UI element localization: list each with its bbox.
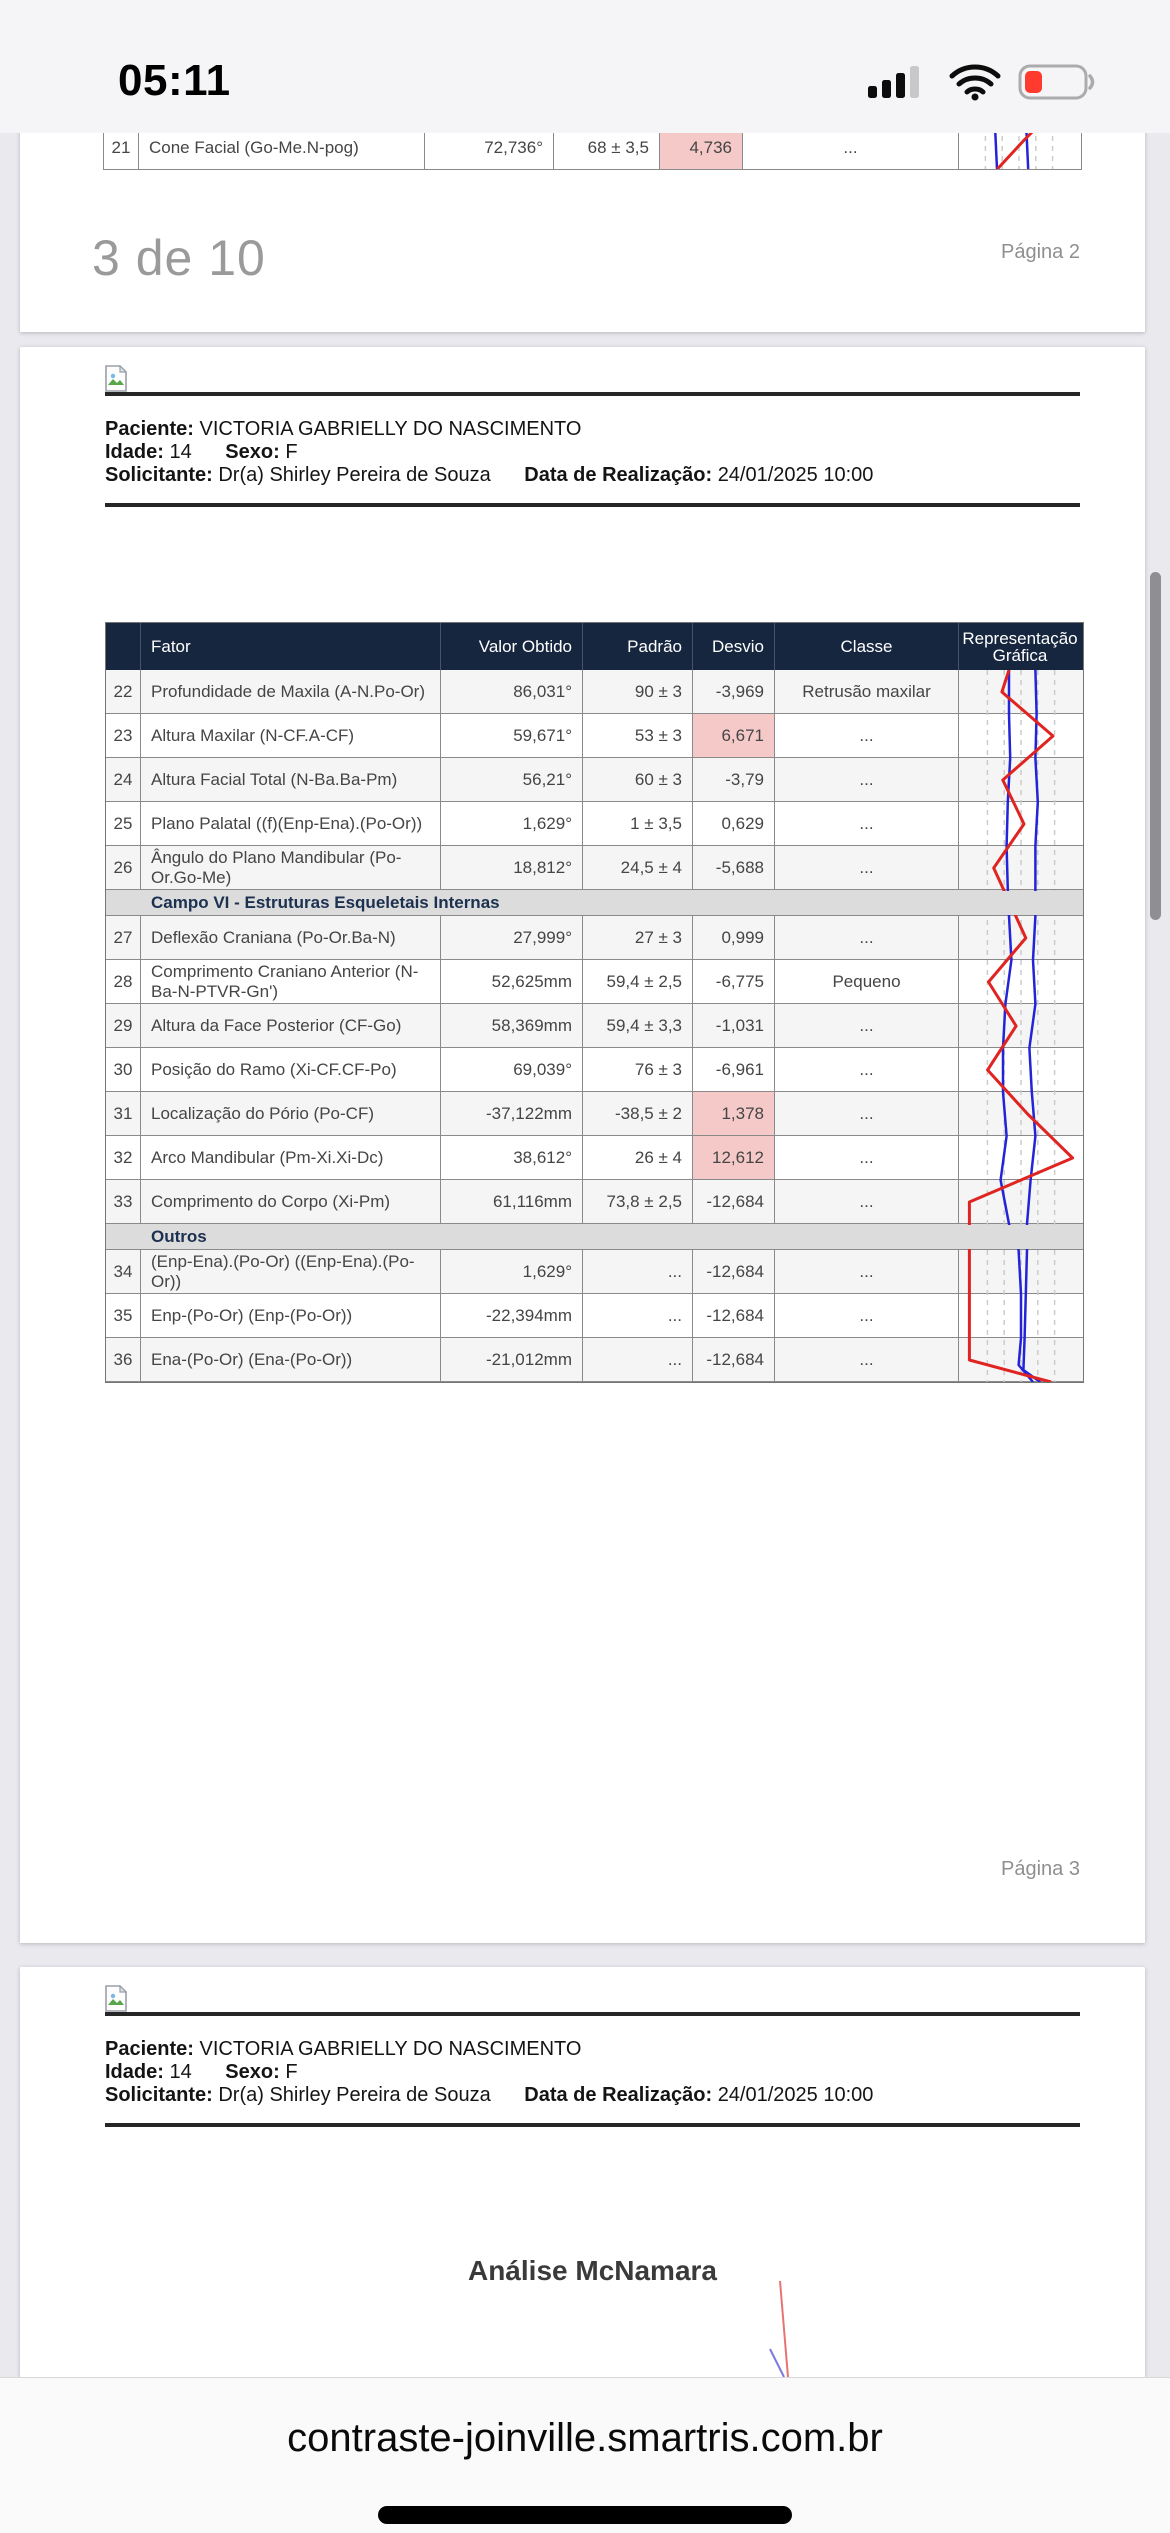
cell-desvio: -12,684 bbox=[693, 1250, 775, 1293]
cell-row-number: 35 bbox=[106, 1294, 141, 1337]
data-realizacao-value: 24/01/2025 10:00 bbox=[717, 2084, 874, 2106]
home-indicator[interactable] bbox=[378, 2506, 792, 2524]
address-bar[interactable]: contraste-joinville.smartris.com.br bbox=[287, 2416, 883, 2460]
cell-desvio: 0,629 bbox=[693, 802, 775, 845]
cell-padrao: 53 ± 3 bbox=[583, 714, 693, 757]
solicitante-label: Solicitante: bbox=[105, 2084, 213, 2106]
solicitante-label: Solicitante: bbox=[105, 464, 213, 486]
pagination-indicator: 3 de 10 bbox=[92, 230, 266, 286]
cell-grafica bbox=[959, 1294, 1081, 1337]
cell-fator: Ena-(Po-Or) (Ena-(Po-Or)) bbox=[141, 1338, 441, 1381]
cell-row-number: 26 bbox=[106, 846, 141, 889]
cell-row-number: 24 bbox=[106, 758, 141, 801]
cell-valor-obtido: 69,039° bbox=[441, 1048, 583, 1091]
patient-age-line bbox=[105, 2061, 298, 2084]
table-row bbox=[106, 1250, 1083, 1294]
idade-label: Idade: bbox=[105, 2061, 164, 2083]
cell-padrao: ... bbox=[583, 1338, 693, 1381]
cell-desvio: -6,775 bbox=[693, 960, 775, 1003]
cell-fator: Profundidade de Maxila (A-N.Po-Or) bbox=[141, 670, 441, 713]
cell-valor-obtido: 61,116mm bbox=[441, 1180, 583, 1223]
cell-row-number: 33 bbox=[106, 1180, 141, 1223]
header-rule-top bbox=[105, 2012, 1080, 2016]
cell-fator: Altura da Face Posterior (CF-Go) bbox=[141, 1004, 441, 1047]
cell-grafica bbox=[959, 846, 1081, 889]
page-3-label: Página 3 bbox=[1001, 1858, 1080, 1880]
patient-age-line bbox=[105, 441, 298, 464]
cell-classe: ... bbox=[775, 1294, 959, 1337]
cell-valor-obtido: 86,031° bbox=[441, 670, 583, 713]
section-label: Campo VI - Estruturas Esqueletais Internas bbox=[151, 892, 500, 912]
ios-status-bar bbox=[0, 0, 1170, 133]
cell-fator: Comprimento do Corpo (Xi-Pm) bbox=[141, 1180, 441, 1223]
cell-grafica bbox=[959, 714, 1081, 757]
idade-value: 14 bbox=[169, 2061, 192, 2083]
cell-valor-obtido: -21,012mm bbox=[441, 1338, 583, 1381]
cell-fator: Arco Mandibular (Pm-Xi.Xi-Dc) bbox=[141, 1136, 441, 1179]
cell-valor-obtido: 52,625mm bbox=[441, 960, 583, 1003]
cell-classe: Retrusão maxilar bbox=[775, 670, 959, 713]
section-label: Outros bbox=[151, 1226, 207, 1246]
page-scrollbar[interactable] bbox=[1150, 572, 1161, 920]
cell-desvio: -12,684 bbox=[693, 1294, 775, 1337]
sexo-value: F bbox=[285, 441, 298, 463]
battery-icon bbox=[1018, 62, 1098, 102]
cell-valor-obtido: 59,671° bbox=[441, 714, 583, 757]
cell-grafica bbox=[959, 1092, 1081, 1135]
cell-padrao: 59,4 ± 3,3 bbox=[583, 1004, 693, 1047]
cell-padrao: 60 ± 3 bbox=[583, 758, 693, 801]
cell-valor-obtido: 72,736° bbox=[425, 126, 554, 169]
cell-row-number: 32 bbox=[106, 1136, 141, 1179]
cell-padrao: 90 ± 3 bbox=[583, 670, 693, 713]
cell-desvio: -12,684 bbox=[693, 1180, 775, 1223]
cell-row-number: 30 bbox=[106, 1048, 141, 1091]
section-header-row bbox=[106, 1224, 1083, 1250]
cell-classe: ... bbox=[775, 1250, 959, 1293]
column-header-Desvio: Desvio bbox=[693, 623, 775, 670]
cell-classe: ... bbox=[775, 1338, 959, 1381]
cell-valor-obtido: 56,21° bbox=[441, 758, 583, 801]
table-row bbox=[106, 758, 1083, 802]
cell-fator: Comprimento Craniano Anterior (N-Ba-N-PTVR-Gn') bbox=[141, 960, 441, 1003]
cell-fator: Ângulo do Plano Mandibular (Po-Or.Go-Me) bbox=[141, 846, 441, 889]
cell-desvio: -1,031 bbox=[693, 1004, 775, 1047]
header-rule-bottom bbox=[105, 2123, 1080, 2127]
cell-grafica bbox=[959, 916, 1081, 959]
cell-classe: ... bbox=[775, 1004, 959, 1047]
cephalometric-factors-table bbox=[105, 622, 1084, 1383]
cell-row-number: 31 bbox=[106, 1092, 141, 1135]
cell-padrao: ... bbox=[583, 1294, 693, 1337]
patient-requester-line bbox=[105, 2084, 873, 2107]
cell-fator: Altura Maxilar (N-CF.A-CF) bbox=[141, 714, 441, 757]
cell-classe: ... bbox=[775, 846, 959, 889]
cell-grafica bbox=[959, 960, 1081, 1003]
cell-grafica bbox=[959, 1180, 1081, 1223]
data-realizacao-value: 24/01/2025 10:00 bbox=[717, 464, 874, 486]
paciente-value: VICTORIA GABRIELLY DO NASCIMENTO bbox=[199, 2038, 582, 2060]
cell-desvio: 0,999 bbox=[693, 916, 775, 959]
cell-row-number: 29 bbox=[106, 1004, 141, 1047]
table-row bbox=[106, 802, 1083, 846]
cell-padrao: 73,8 ± 2,5 bbox=[583, 1180, 693, 1223]
cell-valor-obtido: 1,629° bbox=[441, 1250, 583, 1293]
header-rule-top bbox=[105, 392, 1080, 396]
cell-row-number: 27 bbox=[106, 916, 141, 959]
cell-padrao: 1 ± 3,5 bbox=[583, 802, 693, 845]
cell-classe: ... bbox=[775, 1092, 959, 1135]
idade-label: Idade: bbox=[105, 441, 164, 463]
cell-row-number: 22 bbox=[106, 670, 141, 713]
cell-desvio: 12,612 bbox=[693, 1136, 775, 1179]
cell-padrao: ... bbox=[583, 1250, 693, 1293]
cell-desvio: 6,671 bbox=[693, 714, 775, 757]
solicitante-value: Dr(a) Shirley Pereira de Souza bbox=[218, 2084, 491, 2106]
column-header-num bbox=[106, 623, 141, 670]
cell-grafica bbox=[959, 1004, 1081, 1047]
report-page-3-card bbox=[20, 347, 1145, 1943]
cell-row-number: 36 bbox=[106, 1338, 141, 1381]
cell-classe: ... bbox=[743, 126, 959, 169]
column-header-Fator: Fator bbox=[141, 623, 441, 670]
cell-row-number: 23 bbox=[106, 714, 141, 757]
cell-padrao: 27 ± 3 bbox=[583, 916, 693, 959]
cell-classe: ... bbox=[775, 1136, 959, 1179]
cell-padrao: 68 ± 3,5 bbox=[554, 126, 660, 169]
cell-padrao: 24,5 ± 4 bbox=[583, 846, 693, 889]
tracing-lines-fragment bbox=[740, 2277, 800, 2377]
table-row bbox=[106, 1092, 1083, 1136]
table-row bbox=[106, 1180, 1083, 1224]
cellular-signal-icon bbox=[868, 64, 926, 100]
section-header-row bbox=[106, 890, 1083, 916]
analysis-title: Análise McNamara bbox=[467, 2255, 717, 2286]
cell-fator: Plano Palatal ((f)(Enp-Ena).(Po-Or)) bbox=[141, 802, 441, 845]
cell-desvio: -5,688 bbox=[693, 846, 775, 889]
cell-padrao: 59,4 ± 2,5 bbox=[583, 960, 693, 1003]
cell-fator: Deflexão Craniana (Po-Or.Ba-N) bbox=[141, 916, 441, 959]
column-header-Representação Gráfica: Representação Gráfica bbox=[962, 628, 1078, 665]
table-row bbox=[106, 670, 1083, 714]
cell-fator: Enp-(Po-Or) (Enp-(Po-Or)) bbox=[141, 1294, 441, 1337]
cell-grafica bbox=[959, 1338, 1081, 1381]
table-row bbox=[106, 714, 1083, 758]
cell-fator: Altura Facial Total (N-Ba.Ba-Pm) bbox=[141, 758, 441, 801]
cell-grafica bbox=[959, 1250, 1081, 1293]
cell-row-number: 25 bbox=[106, 802, 141, 845]
cell-classe: ... bbox=[775, 1180, 959, 1223]
wifi-icon bbox=[948, 62, 1002, 102]
patient-name-line bbox=[105, 2038, 581, 2061]
table-row bbox=[106, 1136, 1083, 1180]
header-rule-bottom bbox=[105, 503, 1080, 507]
cell-desvio: -6,961 bbox=[693, 1048, 775, 1091]
cell-padrao: 26 ± 4 bbox=[583, 1136, 693, 1179]
cell-classe: Pequeno bbox=[775, 960, 959, 1003]
cell-grafica bbox=[959, 758, 1081, 801]
patient-requester-line bbox=[105, 464, 873, 487]
cell-classe: ... bbox=[775, 916, 959, 959]
table-header-row bbox=[106, 623, 1083, 670]
table-row bbox=[106, 960, 1083, 1004]
cell-padrao: 76 ± 3 bbox=[583, 1048, 693, 1091]
sexo-label: Sexo: bbox=[225, 2061, 280, 2083]
cell-fator: Posição do Ramo (Xi-CF.CF-Po) bbox=[141, 1048, 441, 1091]
patient-name-line bbox=[105, 418, 581, 441]
cell-valor-obtido: 18,812° bbox=[441, 846, 583, 889]
status-time: 05:11 bbox=[118, 56, 231, 105]
data-realizacao-label: Data de Realização: bbox=[524, 464, 713, 486]
cell-valor-obtido: 1,629° bbox=[441, 802, 583, 845]
paciente-label: Paciente: bbox=[105, 2038, 194, 2060]
cell-desvio: 4,736 bbox=[660, 126, 743, 169]
table-row bbox=[106, 916, 1083, 960]
report-page-4-card bbox=[20, 1967, 1145, 2377]
cell-valor-obtido: -22,394mm bbox=[441, 1294, 583, 1337]
data-realizacao-label: Data de Realização: bbox=[524, 2084, 713, 2106]
paciente-label: Paciente: bbox=[105, 418, 194, 440]
cell-fator: (Enp-Ena).(Po-Or) ((Enp-Ena).(Po-Or)) bbox=[141, 1250, 441, 1293]
cell-classe: ... bbox=[775, 1048, 959, 1091]
table-row bbox=[106, 1338, 1083, 1382]
cell-row-number: 28 bbox=[106, 960, 141, 1003]
sexo-value: F bbox=[285, 2061, 298, 2083]
cell-grafica bbox=[959, 1136, 1081, 1179]
table-row bbox=[106, 846, 1083, 890]
column-header-Classe: Classe bbox=[775, 623, 959, 670]
table-row bbox=[106, 1048, 1083, 1092]
cell-valor-obtido: 27,999° bbox=[441, 916, 583, 959]
cell-desvio: -12,684 bbox=[693, 1338, 775, 1381]
cell-classe: ... bbox=[775, 802, 959, 845]
page-2-label: Página 2 bbox=[1001, 241, 1080, 263]
table-row bbox=[106, 1294, 1083, 1338]
paciente-value: VICTORIA GABRIELLY DO NASCIMENTO bbox=[199, 418, 582, 440]
cell-valor-obtido: 58,369mm bbox=[441, 1004, 583, 1047]
cell-valor-obtido: 38,612° bbox=[441, 1136, 583, 1179]
sexo-label: Sexo: bbox=[225, 441, 280, 463]
column-header-Valor Obtido: Valor Obtido bbox=[441, 623, 583, 670]
cell-desvio: -3,79 bbox=[693, 758, 775, 801]
cell-desvio: 1,378 bbox=[693, 1092, 775, 1135]
solicitante-value: Dr(a) Shirley Pereira de Souza bbox=[218, 464, 491, 486]
cell-classe: ... bbox=[775, 758, 959, 801]
cell-padrao: -38,5 ± 2 bbox=[583, 1092, 693, 1135]
cell-row-number: 21 bbox=[104, 126, 139, 169]
table-row bbox=[106, 1004, 1083, 1048]
cell-row-number: 34 bbox=[106, 1250, 141, 1293]
idade-value: 14 bbox=[169, 441, 192, 463]
cell-fator: Cone Facial (Go-Me.N-pog) bbox=[139, 126, 425, 169]
column-header-Padrão: Padrão bbox=[583, 623, 693, 670]
cell-fator: Localização do Pório (Po-CF) bbox=[141, 1092, 441, 1135]
cell-grafica bbox=[959, 802, 1081, 845]
cell-grafica bbox=[959, 670, 1081, 713]
cell-desvio: -3,969 bbox=[693, 670, 775, 713]
cell-valor-obtido: -37,122mm bbox=[441, 1092, 583, 1135]
cell-grafica bbox=[959, 1048, 1081, 1091]
cell-classe: ... bbox=[775, 714, 959, 757]
